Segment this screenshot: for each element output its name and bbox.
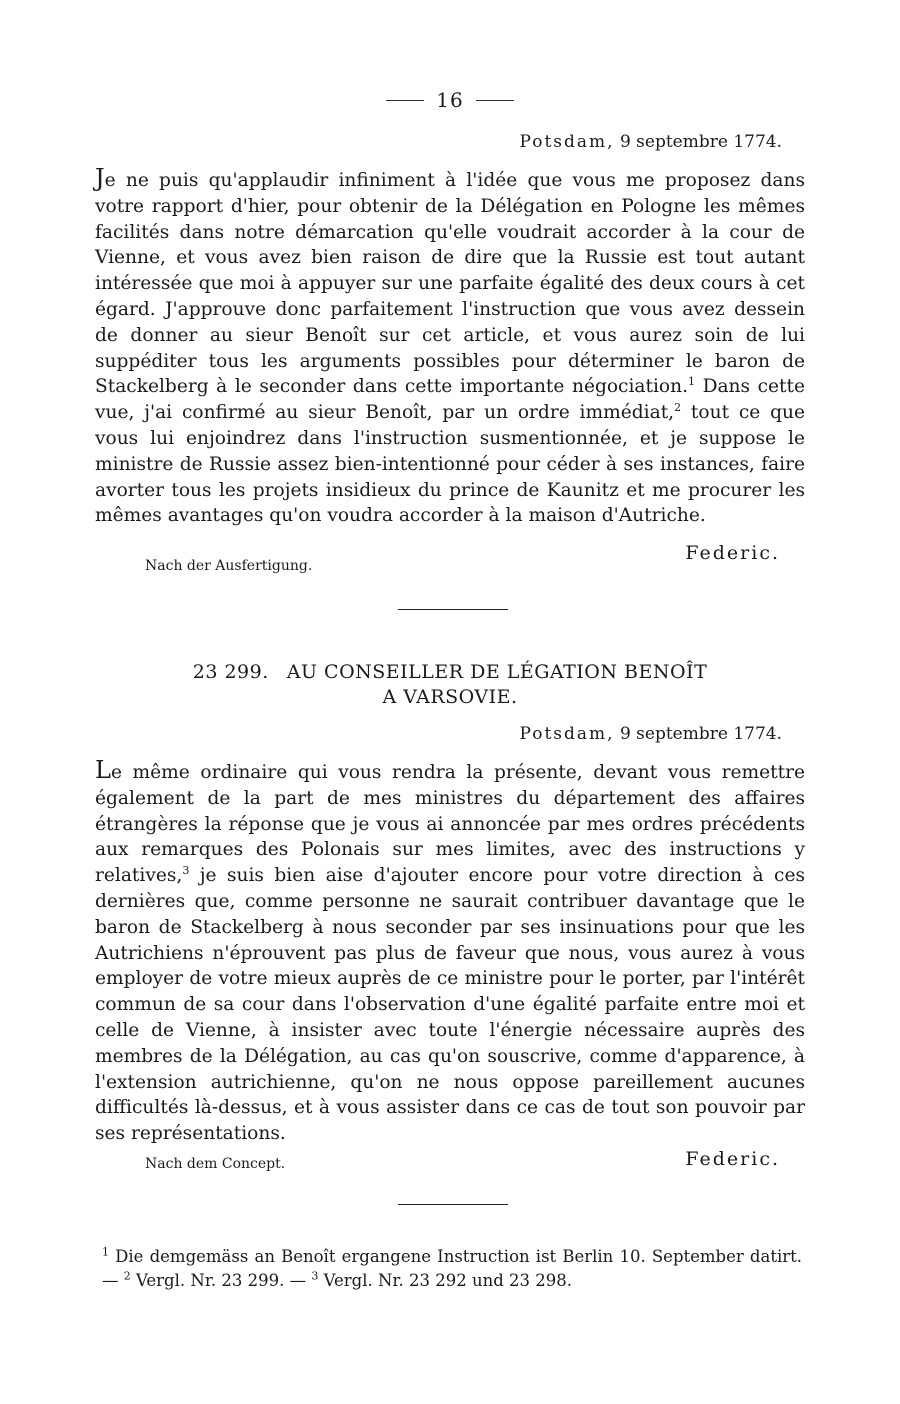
section-divider [398, 609, 508, 610]
letter2-signature: Federic. [685, 1148, 780, 1170]
letter1-body-part1: e ne puis qu'applaudir infiniment à l'idée que vous me proposez dans votre rapport d'hier, pour obtenir de la Délégation en Pologne les mêmes facilités dans notre démarcation qu'elle voudrait accorder à la cour de Vienne, et vous avez bien raison de dire que la Russie est tout autant intéressée que moi à appuyer sur une parfaite égalité des deux cours à cet égard. J'approuve donc parfaitement l'instruction que vous avez dessein de donner au sieur Benoît sur cet article, et vous aurez soin de lui suppéditer tous les arguments possibles pour déterminer le baron de Stackelberg à le seconder dans cette importante négociation. [95, 170, 805, 398]
letter1-signature: Federic. [685, 542, 780, 564]
letter2-heading-line1 [0, 660, 900, 685]
letter2-number: 23 299. [192, 661, 269, 683]
footnote-ref-1: 1 [688, 375, 695, 389]
letter2-title: AU CONSEILLER DE LÉGATION BENOÎT [286, 661, 708, 683]
letter2-body [95, 758, 805, 1147]
left-dash [386, 100, 424, 101]
footnote-text-1: Die demgemäss an Benoît ergangene Instruction ist Berlin 10. September datirt. — [102, 1247, 802, 1290]
page-number: 16 [436, 88, 464, 112]
footnote-mark-3: 3 [311, 1269, 319, 1283]
footnote-text-2: Vergl. Nr. 23 299. — [130, 1271, 312, 1290]
footnote-divider [398, 1204, 508, 1205]
letter1-dateline-place: Potsdam, [519, 132, 615, 152]
footnote-mark-2: 2 [123, 1269, 131, 1283]
letter2-source-note: Nach dem Concept. [145, 1156, 286, 1172]
letter1-body-part3: tout ce que vous lui enjoindrez dans l'instruction susmentionnée, et je suppose le ministre de Russie assez bien-intentionné pour céder à ses instances, faire avorter tous les projets insidieux du prince de Kaunitz et me procurer les mêmes avantages qu'on voudra accorder à la maison d'Autriche. [95, 402, 805, 527]
letter2-dropcap: L [95, 756, 111, 784]
letter1-dateline [519, 132, 782, 152]
footnote-ref-3: 3 [182, 864, 190, 877]
page-number-header [0, 88, 900, 112]
letter2-heading [0, 660, 900, 710]
letter2-body-part1: e même ordinaire qui vous rendra la présente, devant vous remettre également de la part de mes ministres du département des affaires étrangères la réponse que je vous ai annoncée par mes ordres précédents aux remarques des Polonais sur mes limites, avec des instructions y relatives, [95, 762, 805, 887]
letter1-dateline-date: 9 septembre 1774. [619, 132, 782, 152]
letter1-body [95, 166, 805, 529]
letter2-dateline-place: Potsdam, [519, 724, 615, 744]
footnote-text-3: Vergl. Nr. 23 292 und 23 298. [318, 1271, 573, 1290]
letter2-heading-line2: A VARSOVIE. [382, 686, 518, 708]
letter2-body-part2: je suis bien aise d'ajouter encore pour votre direction à ces dernières que, comme personne ne saurait contribuer davantage que le baron de Stackelberg à nous seconder par ses insinuations pour que les Autrichiens n'éprouvent pas plus de faveur que nous, vous aurez à vous employer de votre mieux auprès de ce ministre pour le porter, par l'intérêt commun de sa cour dans l'observation d'une égalité parfaite entre moi et celle de Vienne, à insister avec toute l'énergie nécessaire auprès des membres de la Délégation, au cas qu'on souscrive, comme d'apparence, à l'extension autrichienne, qu'on ne nous oppose pareillement aucunes difficultés là-dessus, et à vous assister dans ce cas de tout son pouvoir par ses représentations. [95, 865, 805, 1145]
right-dash [476, 100, 514, 101]
letter1-body-part2: Dans cette vue, j'ai confirmé au sieur Benoît, par un ordre immédiat, [95, 376, 806, 424]
letter2-dateline-date: 9 septembre 1774. [619, 724, 782, 744]
letter1-source-note: Nach der Ausfertigung. [145, 558, 313, 574]
footnote-mark-1: 1 [102, 1245, 109, 1259]
letter1-dropcap: J [95, 164, 105, 192]
footnotes [102, 1245, 802, 1293]
footnote-ref-2: 2 [674, 400, 682, 414]
letter2-dateline [519, 724, 782, 744]
